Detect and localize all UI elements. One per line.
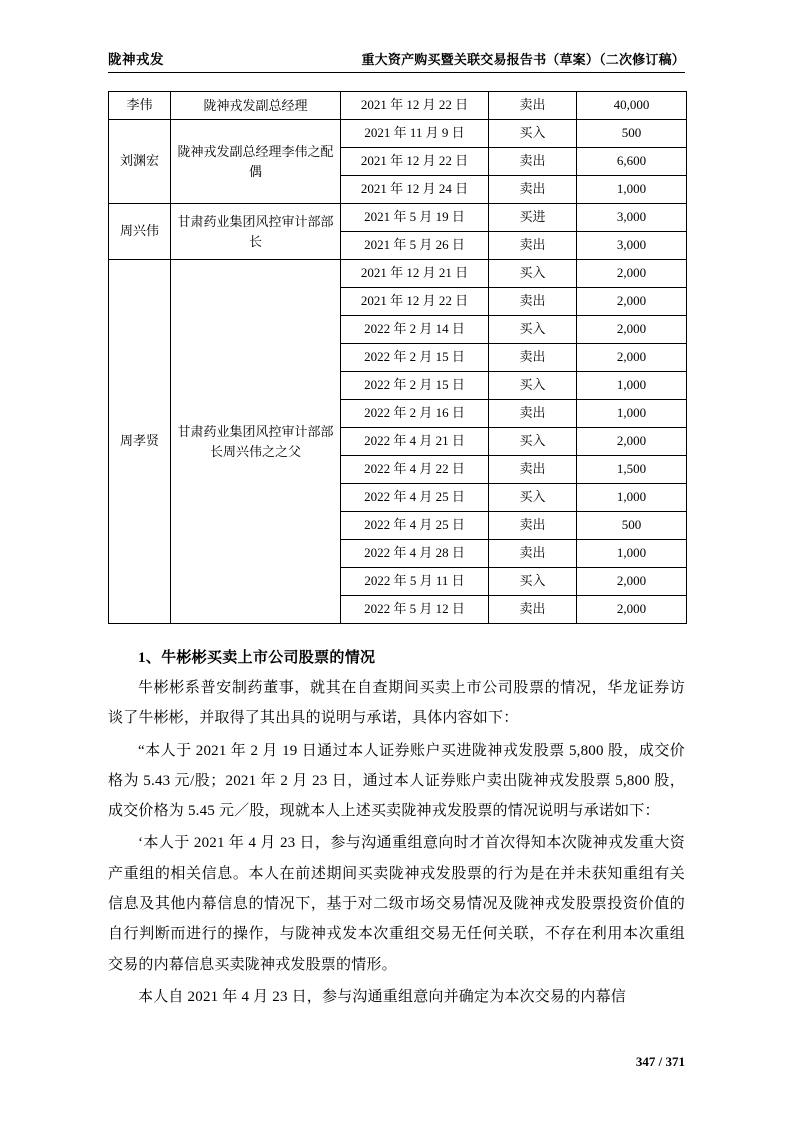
cell-action: 买入 [489,484,577,512]
cell-date: 2022 年 4 月 22 日 [341,456,489,484]
cell-action: 买入 [489,568,577,596]
cell-date: 2022 年 4 月 25 日 [341,512,489,540]
cell-person-name: 刘渊宏 [109,120,171,204]
cell-date: 2022 年 5 月 12 日 [341,596,489,624]
cell-quantity: 1,000 [577,176,687,204]
cell-action: 卖出 [489,540,577,568]
cell-quantity: 1,500 [577,456,687,484]
cell-action: 卖出 [489,596,577,624]
cell-action: 卖出 [489,344,577,372]
cell-action: 买入 [489,428,577,456]
cell-action: 卖出 [489,232,577,260]
header-document-title: 重大资产购买暨关联交易报告书（草案）（二次修订稿） [361,52,685,67]
paragraph-2: “本人于 2021 年 2 月 19 日通过本人证券账户买进陇神戎发股票 5,800 股，成交价格为 5.43 元/股；2021 年 2 月 23 日，通过本人证券账户卖出陇神戎发股票 5,800 股，成交价格为 5.45 元／股，现就本人上述买卖陇神戎发股票的情况说明与承诺如下： [108,742,685,820]
cell-person-name: 周孝贤 [109,260,171,624]
header-company-name: 陇神戎发 [108,52,164,67]
cell-person-role: 甘肃药业集团风控审计部部长周兴伟之之父 [171,260,341,624]
table-row [109,92,687,120]
cell-quantity: 2,000 [577,288,687,316]
cell-person-role: 甘肃药业集团风控审计部部长 [171,204,341,260]
cell-person-role: 陇神戎发副总经理李伟之配偶 [171,120,341,204]
cell-quantity: 40,000 [577,92,687,120]
page-header [108,48,685,73]
share-trading-table [108,91,687,624]
table-row [109,204,687,232]
cell-date: 2022 年 2 月 14 日 [341,316,489,344]
cell-quantity: 1,000 [577,372,687,400]
cell-date: 2022 年 2 月 15 日 [341,372,489,400]
cell-action: 买入 [489,316,577,344]
paragraph-1: 牛彬彬系普安制药董事，就其在自查期间买卖上市公司股票的情况，华龙证券访谈了牛彬彬，并取得了其出具的说明与承诺，具体内容如下： [108,680,685,727]
cell-action: 买入 [489,372,577,400]
cell-action: 买入 [489,260,577,288]
cell-quantity: 1,000 [577,540,687,568]
cell-action: 买入 [489,120,577,148]
cell-action: 买进 [489,204,577,232]
cell-person-role: 陇神戎发副总经理 [171,92,341,120]
cell-quantity: 2,000 [577,568,687,596]
cell-date: 2022 年 2 月 15 日 [341,344,489,372]
cell-date: 2022 年 4 月 28 日 [341,540,489,568]
cell-quantity: 3,000 [577,204,687,232]
cell-person-name: 李伟 [109,92,171,120]
cell-date: 2021 年 5 月 19 日 [341,204,489,232]
cell-date: 2021 年 12 月 22 日 [341,148,489,176]
cell-date: 2021 年 5 月 26 日 [341,232,489,260]
cell-date: 2022 年 4 月 21 日 [341,428,489,456]
cell-action: 卖出 [489,288,577,316]
table-row [109,120,687,148]
cell-date: 2022 年 5 月 11 日 [341,568,489,596]
section-title: 1、牛彬彬买卖上市公司股票的情况 [138,650,376,666]
cell-date: 2021 年 12 月 22 日 [341,288,489,316]
cell-quantity: 2,000 [577,316,687,344]
cell-action: 卖出 [489,92,577,120]
cell-date: 2021 年 11 月 9 日 [341,120,489,148]
cell-quantity: 2,000 [577,260,687,288]
paragraph-3: ‘本人于 2021 年 4 月 23 日，参与沟通重组意向时才首次得知本次陇神戎发重大资产重组的相关信息。本人在前述期间买卖陇神戎发股票的行为是在并未获知重组有关信息及其他内幕信息的情况下，基于对二级市场交易情况及陇神戎发股票投资价值的自行判断而进行的操作，与陇神戎发本次重组交易无任何关联，不存在利用本次重组交易的内幕信息买卖陇神戎发股票的情形。 [108,835,685,973]
cell-action: 卖出 [489,456,577,484]
cell-date: 2022 年 4 月 25 日 [341,484,489,512]
cell-action: 卖出 [489,400,577,428]
table-row [109,260,687,288]
cell-quantity: 1,000 [577,484,687,512]
cell-quantity: 6,600 [577,148,687,176]
cell-action: 卖出 [489,512,577,540]
paragraph-4: 本人自 2021 年 4 月 23 日，参与沟通重组意向并确定为本次交易的内幕信 [138,988,627,1005]
cell-date: 2021 年 12 月 24 日 [341,176,489,204]
cell-quantity: 500 [577,120,687,148]
cell-quantity: 500 [577,512,687,540]
cell-quantity: 2,000 [577,428,687,456]
cell-quantity: 2,000 [577,344,687,372]
cell-date: 2021 年 12 月 22 日 [341,92,489,120]
cell-quantity: 1,000 [577,400,687,428]
cell-person-name: 周兴伟 [109,204,171,260]
cell-action: 卖出 [489,148,577,176]
cell-quantity: 3,000 [577,232,687,260]
cell-action: 卖出 [489,176,577,204]
cell-quantity: 2,000 [577,596,687,624]
cell-date: 2022 年 2 月 16 日 [341,400,489,428]
cell-date: 2021 年 12 月 21 日 [341,260,489,288]
page-number: 347 / 371 [635,1054,685,1069]
